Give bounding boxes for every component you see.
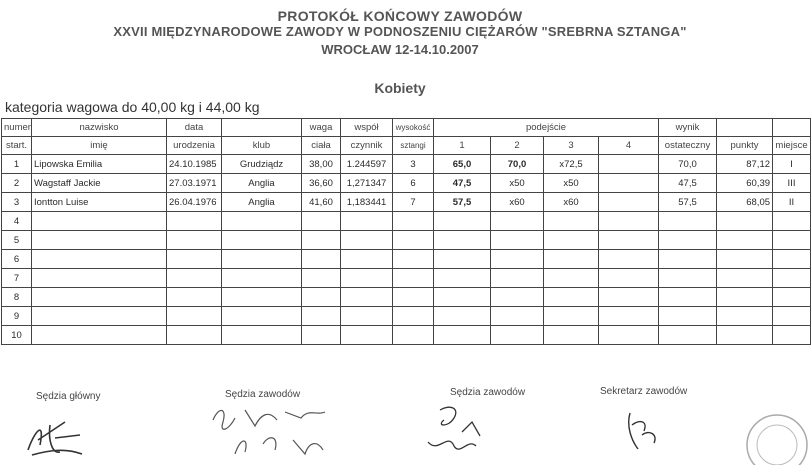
cell-birthdate: 27.03.1971 [167,174,222,193]
cell-factor: 1,183441 [341,193,393,212]
cell-birthdate [167,288,222,307]
table-row [2,231,811,250]
cell-bar-height [393,250,434,269]
col-numer: numer [2,119,32,137]
cell-points [717,288,773,307]
cell-points: 60,39 [717,174,773,193]
cell-attempt-1: 47,5 [434,174,491,193]
cell-attempt-1 [434,231,491,250]
competition-name: XXVII MIĘDZYNARODOWE ZAWODY W PODNOSZENIU CIĘŻARÓW "SREBRNA SZTANGA" [113,24,687,39]
col-start: start. [2,137,32,155]
cell-result [659,307,717,326]
cell-attempt-4 [599,193,659,212]
cell-club: Anglia [222,193,302,212]
judge-1-signature [205,400,355,462]
cell-bodyweight [302,288,341,307]
cell-points [717,307,773,326]
cell-attempt-2: x60 [491,193,544,212]
cell-result [659,288,717,307]
cell-number: 9 [2,307,32,326]
col-miejsce: miejsce [773,137,811,155]
cell-attempt-2 [491,307,544,326]
cell-result [659,231,717,250]
col-miejsce-top [773,119,811,137]
cell-attempt-2 [491,231,544,250]
col-urodzenia: urodzenia [167,137,222,155]
cell-bar-height [393,288,434,307]
cell-club [222,212,302,231]
cell-number: 3 [2,193,32,212]
table-row [2,193,811,212]
cell-bar-height: 6 [393,174,434,193]
signature-label-secretary: Sekretarz zawodów [600,386,688,397]
cell-attempt-2 [491,212,544,231]
cell-place: I [773,155,811,174]
cell-attempt-2 [491,288,544,307]
cell-factor [341,269,393,288]
cell-place [773,269,811,288]
cell-birthdate [167,269,222,288]
col-klub-top [222,119,302,137]
col-wspol: współ [341,119,393,137]
table-row [2,269,811,288]
cell-attempt-4 [599,326,659,345]
cell-attempt-3: x60 [544,193,599,212]
cell-bodyweight [302,326,341,345]
cell-attempt-4 [599,288,659,307]
cell-attempt-4 [599,269,659,288]
cell-club [222,326,302,345]
cell-name [32,326,167,345]
cell-bodyweight [302,231,341,250]
table-row [2,250,811,269]
cell-attempt-4 [599,307,659,326]
col-punkty: punkty [717,137,773,155]
cell-attempt-4 [599,155,659,174]
secretary-signature [618,405,668,455]
cell-factor [341,326,393,345]
cell-points [717,231,773,250]
cell-points: 68,05 [717,193,773,212]
cell-attempt-3 [544,250,599,269]
cell-bar-height [393,269,434,288]
cell-attempt-1 [434,326,491,345]
cell-result: 70,0 [659,155,717,174]
cell-attempt-3 [544,231,599,250]
cell-club [222,307,302,326]
cell-factor: 1.244597 [341,155,393,174]
cell-factor [341,212,393,231]
col-p2: 2 [491,137,544,155]
col-podejscie: podejście [434,119,659,137]
cell-result [659,250,717,269]
cell-attempt-2 [491,326,544,345]
cell-name [32,307,167,326]
header-row-1 [2,119,811,137]
cell-result: 57,5 [659,193,717,212]
table-row [2,155,811,174]
cell-bodyweight [302,307,341,326]
cell-name: Wagstaff Jackie [32,174,167,193]
table-row [2,288,811,307]
cell-name: Iontton Luise [32,193,167,212]
cell-number: 10 [2,326,32,345]
head-judge-signature [20,410,90,460]
cell-attempt-2: 70,0 [491,155,544,174]
cell-result: 47,5 [659,174,717,193]
cell-number: 6 [2,250,32,269]
cell-attempt-1 [434,288,491,307]
official-stamp [735,405,800,465]
cell-factor [341,307,393,326]
cell-factor [341,288,393,307]
cell-name [32,212,167,231]
cell-birthdate [167,307,222,326]
col-p4: 4 [599,137,659,155]
table-row [2,307,811,326]
col-imie: imię [32,137,167,155]
cell-birthdate: 26.04.1976 [167,193,222,212]
col-p3: 3 [544,137,599,155]
competition-date: WROCŁAW 12-14.10.2007 [321,42,479,57]
cell-result [659,212,717,231]
cell-bodyweight: 36,60 [302,174,341,193]
cell-attempt-4 [599,212,659,231]
cell-name [32,250,167,269]
cell-place [773,288,811,307]
col-p1: 1 [434,137,491,155]
cell-club [222,288,302,307]
cell-place: II [773,193,811,212]
cell-attempt-3 [544,269,599,288]
table-row [2,174,811,193]
col-punkty-top [717,119,773,137]
col-nazwisko: nazwisko [32,119,167,137]
cell-bar-height: 7 [393,193,434,212]
cell-attempt-3 [544,212,599,231]
cell-club: Grudziądz [222,155,302,174]
cell-birthdate: 24.10.1985 [167,155,222,174]
cell-bodyweight [302,212,341,231]
cell-factor [341,231,393,250]
cell-factor: 1,271347 [341,174,393,193]
cell-bodyweight: 38,00 [302,155,341,174]
cell-club [222,269,302,288]
cell-place [773,231,811,250]
col-data: data [167,119,222,137]
cell-number: 5 [2,231,32,250]
cell-attempt-3 [544,307,599,326]
cell-birthdate [167,326,222,345]
signature-label-judge-2: Sędzia zawodów [450,387,526,398]
results-body [2,155,811,345]
col-ostateczny: ostateczny [659,137,717,155]
results-table [1,118,811,345]
cell-club [222,231,302,250]
cell-attempt-1 [434,307,491,326]
table-row [2,212,811,231]
table-row [2,326,811,345]
cell-bar-height [393,326,434,345]
cell-birthdate [167,231,222,250]
cell-name [32,288,167,307]
cell-number: 7 [2,269,32,288]
cell-place: III [773,174,811,193]
cell-attempt-2 [491,250,544,269]
cell-points [717,212,773,231]
cell-birthdate [167,212,222,231]
cell-bar-height [393,307,434,326]
cell-birthdate [167,250,222,269]
signature-label-judge-1: Sędzia zawodów [225,389,301,400]
col-wys: wysokość [393,119,434,137]
cell-club: Anglia [222,174,302,193]
cell-bodyweight: 41,60 [302,193,341,212]
cell-attempt-4 [599,231,659,250]
cell-number: 4 [2,212,32,231]
col-waga: waga [302,119,341,137]
header-row-2 [2,137,811,155]
cell-factor [341,250,393,269]
cell-bodyweight [302,269,341,288]
cell-number: 2 [2,174,32,193]
cell-attempt-1: 57,5 [434,193,491,212]
cell-attempt-3 [544,326,599,345]
cell-attempt-4 [599,174,659,193]
cell-attempt-2: x50 [491,174,544,193]
cell-bodyweight [302,250,341,269]
cell-attempt-3 [544,288,599,307]
cell-result [659,326,717,345]
cell-bar-height [393,212,434,231]
cell-name: Lipowska Emilia [32,155,167,174]
col-czynnik: czynnik [341,137,393,155]
cell-points [717,250,773,269]
cell-number: 8 [2,288,32,307]
cell-place [773,326,811,345]
cell-bar-height [393,231,434,250]
cell-points [717,269,773,288]
signature-label-head-judge: Sędzia główny [36,391,101,402]
col-ciala: ciała [302,137,341,155]
cell-attempt-1 [434,250,491,269]
cell-name [32,269,167,288]
cell-points [717,326,773,345]
cell-bar-height: 3 [393,155,434,174]
protocol-title: PROTOKÓŁ KOŃCOWY ZAWODÓW [277,8,523,24]
cell-place [773,212,811,231]
judge-2-signature [420,402,500,460]
col-klub: klub [222,137,302,155]
col-sztangi: sztangi [393,137,434,155]
cell-attempt-1 [434,269,491,288]
cell-attempt-3: x72,5 [544,155,599,174]
cell-attempt-1: 65,0 [434,155,491,174]
section-title: Kobiety [374,80,426,96]
cell-place [773,250,811,269]
weight-category: kategoria wagowa do 40,00 kg i 44,00 kg [5,99,260,115]
cell-number: 1 [2,155,32,174]
cell-place [773,307,811,326]
cell-attempt-3: x50 [544,174,599,193]
cell-attempt-4 [599,250,659,269]
col-wynik: wynik [659,119,717,137]
cell-name [32,231,167,250]
cell-attempt-2 [491,269,544,288]
cell-result [659,269,717,288]
cell-attempt-1 [434,212,491,231]
cell-club [222,250,302,269]
cell-points: 87,12 [717,155,773,174]
